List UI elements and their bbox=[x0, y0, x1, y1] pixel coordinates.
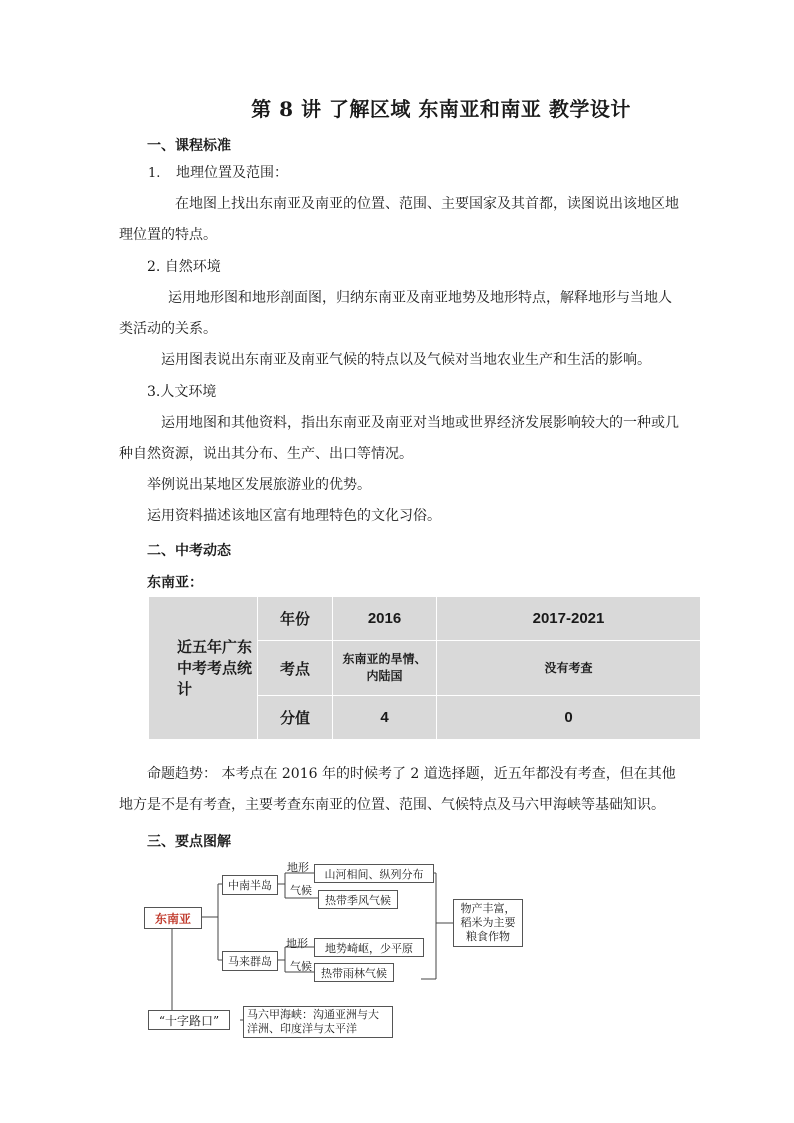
item-title: 2. 自然环境 bbox=[147, 259, 221, 275]
terrain-label: 地形 bbox=[287, 861, 309, 874]
climate-label: 气候 bbox=[290, 884, 312, 897]
root-node: 东南亚 bbox=[144, 907, 202, 929]
section-heading-exam: 二、中考动态 bbox=[147, 543, 231, 559]
archipelago-node: 马来群岛 bbox=[222, 951, 278, 971]
trend-paragraph: 地方是不是有考查，主要考查东南亚的位置、范围、气候特点及马六甲海峡等基础知识。 bbox=[119, 797, 665, 813]
cell-point-2: 没有考查 bbox=[437, 641, 701, 696]
paragraph: 运用地图和其他资料，指出东南亚及南亚对当地或世界经济发展影响较大的一种或几 bbox=[161, 415, 679, 431]
header-point: 考点 bbox=[258, 641, 333, 696]
section-heading-diagram: 三、要点图解 bbox=[147, 834, 231, 850]
peninsula-node: 中南半岛 bbox=[222, 875, 278, 895]
cell-score-2: 0 bbox=[437, 696, 701, 740]
concept-diagram bbox=[140, 855, 540, 1045]
crossroads-node: “十字路口” bbox=[148, 1010, 230, 1030]
archipelago-climate-box: 热带雨林气候 bbox=[314, 963, 394, 982]
item-number: 1. bbox=[148, 166, 161, 181]
peninsula-climate-box: 热带季风气候 bbox=[318, 890, 398, 909]
peninsula-terrain-box: 山河相间、纵列分布 bbox=[314, 864, 434, 883]
page-title: 第 8 讲 了解区域 东南亚和南亚 教学设计 bbox=[251, 97, 631, 121]
trend-paragraph: 命题趋势： 本考点在 2016 年的时候考了 2 道选择题，近五年都没有考查，但在其他 bbox=[147, 766, 676, 782]
paragraph: 类活动的关系。 bbox=[119, 321, 217, 337]
paragraph: 举例说出某地区发展旅游业的优势。 bbox=[147, 477, 371, 493]
paragraph: 运用资料描述该地区富有地理特色的文化习俗。 bbox=[147, 508, 441, 524]
cell-score-1: 4 bbox=[333, 696, 437, 740]
paragraph: 在地图上找出东南亚及南亚的位置、范围、主要国家及其首都，读图说出该地区地 bbox=[175, 196, 679, 212]
paragraph: 运用地形图和地形剖面图，归纳东南亚及南亚地势及地形特点，解释地形与当地人 bbox=[168, 290, 672, 306]
cell-year-1: 2016 bbox=[333, 597, 437, 641]
item-title: 地理位置及范围： bbox=[176, 165, 288, 181]
header-score: 分值 bbox=[258, 696, 333, 740]
climate-label: 气候 bbox=[290, 960, 312, 973]
terrain-label: 地形 bbox=[286, 937, 308, 950]
products-box: 物产丰富，稻米为主要粮食作物 bbox=[453, 899, 523, 947]
paragraph: 理位置的特点。 bbox=[119, 227, 217, 243]
cell-year-2: 2017-2021 bbox=[437, 597, 701, 641]
subheading: 东南亚： bbox=[147, 575, 203, 591]
paragraph: 运用图表说出东南亚及南亚气候的特点以及气候对当地农业生产和生活的影响。 bbox=[161, 352, 651, 368]
malacca-box: 马六甲海峡：沟通亚洲与大洋洲、印度洋与太平洋 bbox=[243, 1006, 393, 1038]
row-header-cell: 近五年广东中考考点统计 bbox=[149, 597, 258, 740]
section-heading-standards: 一、课程标准 bbox=[147, 138, 231, 154]
paragraph: 种自然资源，说出其分布、生产、出口等情况。 bbox=[119, 446, 413, 462]
archipelago-terrain-box: 地势崎岖，少平原 bbox=[314, 938, 424, 957]
exam-stats-table bbox=[148, 596, 701, 740]
cell-point-1: 东南亚的旱情、内陆国 bbox=[333, 641, 437, 696]
item-title: 3.人文环境 bbox=[147, 384, 217, 400]
header-year: 年份 bbox=[258, 597, 333, 641]
